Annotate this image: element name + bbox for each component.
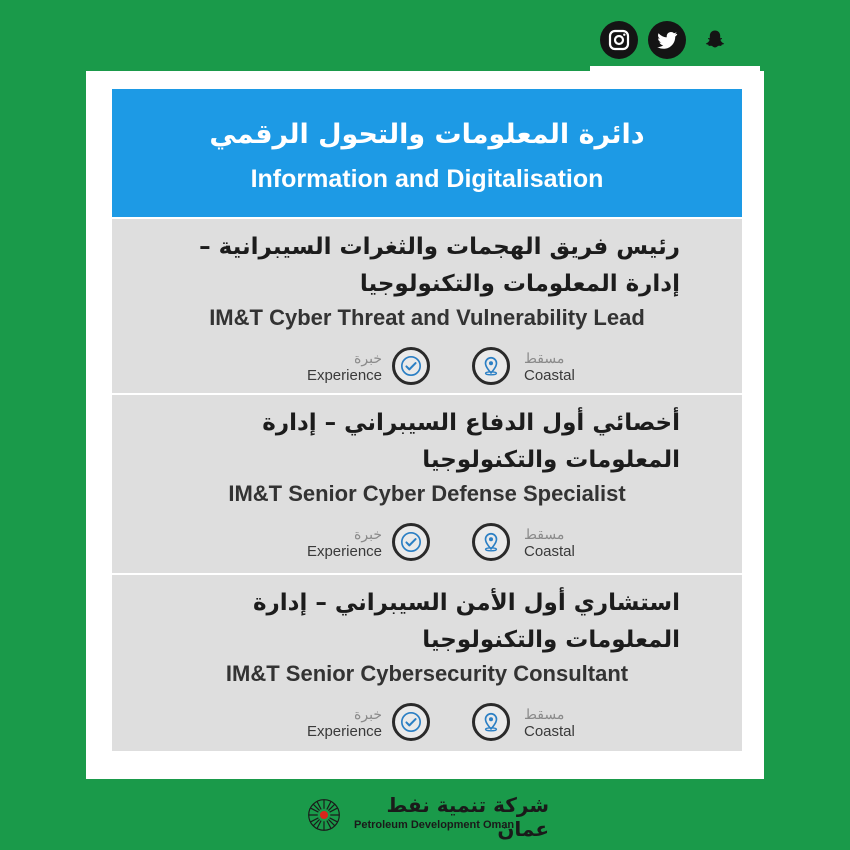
- experience-label-ar: خبرة: [354, 350, 382, 366]
- check-icon: [392, 703, 430, 741]
- experience-label: [252, 526, 382, 561]
- company-footer: [300, 793, 560, 839]
- experience-label-ar: خبرة: [354, 706, 382, 722]
- instagram-icon[interactable]: [600, 21, 638, 59]
- job-meta: [112, 703, 742, 745]
- location-label: [524, 350, 654, 385]
- location-pin-icon: [472, 703, 510, 741]
- department-title-ar: دائرة المعلومات والتحول الرقمي: [209, 119, 645, 150]
- location-label-en: Coastal: [524, 723, 575, 740]
- snapchat-icon[interactable]: [696, 21, 734, 59]
- location-label-ar: مسقط: [524, 526, 565, 542]
- pdo-logo-icon: [306, 797, 342, 833]
- department-title-en: Information and Digitalisation: [250, 165, 604, 193]
- job-meta: [112, 523, 742, 565]
- social-icons: [600, 20, 740, 60]
- job-title-ar: أخصائي أول الدفاع السيبراني – إدارة المعلومات والتكنولوجيا: [262, 410, 680, 473]
- experience-label-en: Experience: [306, 367, 382, 384]
- department-header: [112, 89, 742, 217]
- job-title-en: IM&T Senior Cyber Defense Specialist: [228, 481, 626, 506]
- job-meta: [112, 347, 742, 389]
- job-title-en: IM&T Senior Cybersecurity Consultant: [225, 661, 629, 686]
- location-label-en: Coastal: [524, 367, 575, 384]
- experience-label-en: Experience: [306, 543, 382, 560]
- company-name-ar: شركة تنمية نفط عمان: [386, 793, 549, 841]
- location-pin-icon: [472, 523, 510, 561]
- location-label: [524, 706, 654, 741]
- job-title-en: IM&T Cyber Threat and Vulnerability Lead: [209, 305, 645, 330]
- experience-label-en: Experience: [306, 723, 382, 740]
- job-card: [86, 71, 764, 779]
- experience-label-ar: خبرة: [354, 526, 382, 542]
- job-title-ar: رئيس فريق الهجمات والثغرات السيبرانية – إدارة المعلومات والتكنولوجيا: [199, 234, 680, 297]
- twitter-icon[interactable]: [648, 21, 686, 59]
- job-title-ar: استشاري أول الأمن السيبراني – إدارة المعلومات والتكنولوجيا: [252, 590, 680, 653]
- job-listing[interactable]: [112, 219, 742, 393]
- job-listing[interactable]: [112, 395, 742, 573]
- job-listing[interactable]: [112, 575, 742, 751]
- location-pin-icon: [472, 347, 510, 385]
- location-label-en: Coastal: [524, 543, 575, 560]
- location-label-ar: مسقط: [524, 706, 565, 722]
- experience-label: [252, 706, 382, 741]
- experience-label: [252, 350, 382, 385]
- location-label: [524, 526, 654, 561]
- check-icon: [392, 347, 430, 385]
- location-label-ar: مسقط: [524, 350, 565, 366]
- check-icon: [392, 523, 430, 561]
- company-name-en: Petroleum Development Oman: [354, 819, 515, 831]
